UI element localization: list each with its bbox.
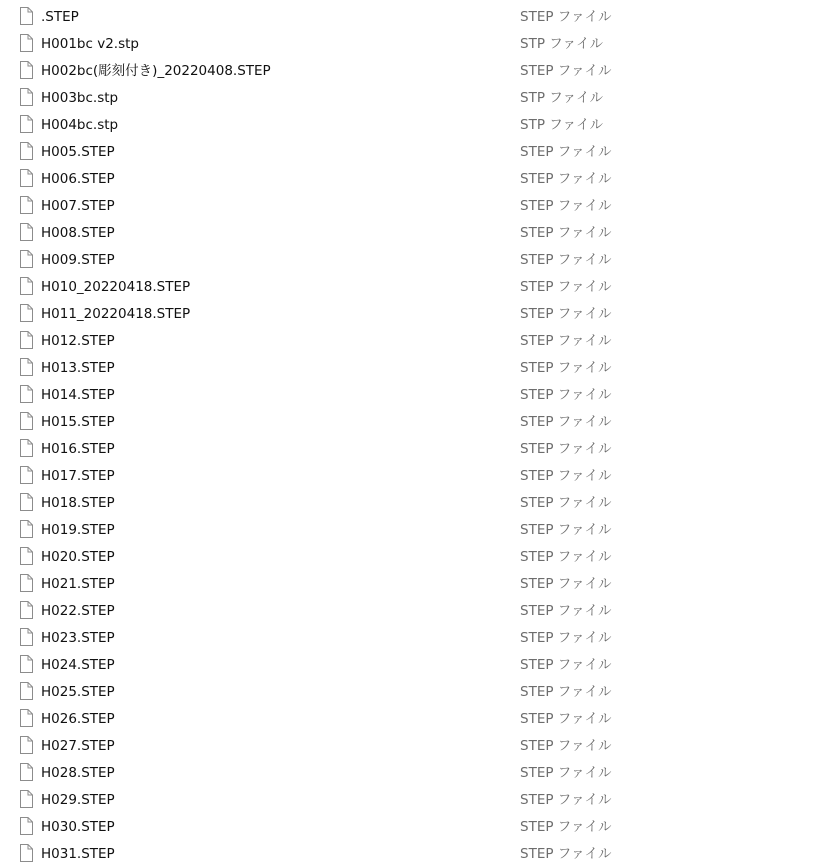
file-row[interactable] <box>0 463 829 490</box>
document-icon <box>19 763 33 781</box>
file-type: STEP ファイル <box>520 657 612 673</box>
document-icon <box>19 574 33 592</box>
file-type: STEP ファイル <box>520 252 612 268</box>
file-name: H007.STEP <box>41 198 115 214</box>
document-icon <box>19 196 33 214</box>
document-icon <box>19 385 33 403</box>
file-row[interactable] <box>0 598 829 625</box>
file-type: STEP ファイル <box>520 306 612 322</box>
file-row[interactable] <box>0 31 829 58</box>
file-row[interactable] <box>0 571 829 598</box>
file-row[interactable] <box>0 274 829 301</box>
file-type: STEP ファイル <box>520 198 612 214</box>
file-type: STEP ファイル <box>520 63 612 79</box>
file-name: H003bc.stp <box>41 90 119 106</box>
file-name: H001bc v2.stp <box>41 36 139 52</box>
file-row[interactable] <box>0 166 829 193</box>
document-icon <box>19 277 33 295</box>
file-type: STEP ファイル <box>520 387 612 403</box>
document-icon <box>19 61 33 79</box>
file-row[interactable] <box>0 301 829 328</box>
file-name: H013.STEP <box>41 360 115 376</box>
file-row[interactable] <box>0 517 829 544</box>
file-type: STP ファイル <box>520 117 603 133</box>
document-icon <box>19 682 33 700</box>
file-row[interactable] <box>0 328 829 355</box>
document-icon <box>19 709 33 727</box>
file-type: STEP ファイル <box>520 171 612 187</box>
file-name: H020.STEP <box>41 549 115 565</box>
file-type: STEP ファイル <box>520 711 612 727</box>
file-name: H019.STEP <box>41 522 115 538</box>
file-name: H022.STEP <box>41 603 115 619</box>
file-type: STEP ファイル <box>520 441 612 457</box>
file-type: STEP ファイル <box>520 549 612 565</box>
file-type: STEP ファイル <box>520 279 612 295</box>
document-icon <box>19 547 33 565</box>
file-name: H004bc.stp <box>41 117 119 133</box>
file-type: STEP ファイル <box>520 630 612 646</box>
file-name: H012.STEP <box>41 333 115 349</box>
document-icon <box>19 466 33 484</box>
file-type: STEP ファイル <box>520 684 612 700</box>
file-name: H017.STEP <box>41 468 115 484</box>
file-row[interactable] <box>0 220 829 247</box>
file-row[interactable] <box>0 652 829 679</box>
file-row[interactable] <box>0 544 829 571</box>
file-type: STEP ファイル <box>520 333 612 349</box>
file-list <box>0 4 829 862</box>
document-icon <box>19 493 33 511</box>
file-type: STEP ファイル <box>520 225 612 241</box>
file-type: STEP ファイル <box>520 846 612 862</box>
document-icon <box>19 628 33 646</box>
file-name: H025.STEP <box>41 684 115 700</box>
file-type: STEP ファイル <box>520 576 612 592</box>
document-icon <box>19 601 33 619</box>
file-row[interactable] <box>0 193 829 220</box>
document-icon <box>19 250 33 268</box>
file-row[interactable] <box>0 787 829 814</box>
file-type: STEP ファイル <box>520 144 612 160</box>
file-type: STEP ファイル <box>520 9 612 25</box>
document-icon <box>19 34 33 52</box>
file-name: H023.STEP <box>41 630 115 646</box>
document-icon <box>19 844 33 862</box>
file-row[interactable] <box>0 841 829 868</box>
document-icon <box>19 817 33 835</box>
file-row[interactable] <box>0 58 829 85</box>
file-row[interactable] <box>0 4 829 31</box>
file-name: H030.STEP <box>41 819 115 835</box>
file-name: H006.STEP <box>41 171 115 187</box>
file-name: H016.STEP <box>41 441 115 457</box>
file-row[interactable] <box>0 625 829 652</box>
file-row[interactable] <box>0 382 829 409</box>
file-type: STEP ファイル <box>520 522 612 538</box>
file-name: H018.STEP <box>41 495 115 511</box>
file-name: H015.STEP <box>41 414 115 430</box>
document-icon <box>19 169 33 187</box>
file-name: H009.STEP <box>41 252 115 268</box>
file-type: STEP ファイル <box>520 468 612 484</box>
document-icon <box>19 7 33 25</box>
document-icon <box>19 736 33 754</box>
document-icon <box>19 655 33 673</box>
file-type: STP ファイル <box>520 36 603 52</box>
file-row[interactable] <box>0 409 829 436</box>
document-icon <box>19 304 33 322</box>
file-name: H026.STEP <box>41 711 115 727</box>
file-name: H028.STEP <box>41 765 115 781</box>
file-row[interactable] <box>0 490 829 517</box>
document-icon <box>19 412 33 430</box>
document-icon <box>19 790 33 808</box>
document-icon <box>19 520 33 538</box>
file-row[interactable] <box>0 85 829 112</box>
file-type: STEP ファイル <box>520 765 612 781</box>
file-name: H011_20220418.STEP <box>41 306 191 322</box>
file-name: H005.STEP <box>41 144 115 160</box>
file-type: STEP ファイル <box>520 792 612 808</box>
document-icon <box>19 223 33 241</box>
file-name: H027.STEP <box>41 738 115 754</box>
file-name: H014.STEP <box>41 387 115 403</box>
file-row[interactable] <box>0 436 829 463</box>
file-name: H021.STEP <box>41 576 115 592</box>
file-name: H002bc(彫刻付き)_20220408.STEP <box>41 63 271 79</box>
file-row[interactable] <box>0 760 829 787</box>
file-row[interactable] <box>0 247 829 274</box>
file-type: STEP ファイル <box>520 819 612 835</box>
file-row[interactable] <box>0 733 829 760</box>
file-name: .STEP <box>41 9 79 25</box>
document-icon <box>19 439 33 457</box>
file-name: H024.STEP <box>41 657 115 673</box>
file-type: STEP ファイル <box>520 414 612 430</box>
file-name: H029.STEP <box>41 792 115 808</box>
document-icon <box>19 88 33 106</box>
document-icon <box>19 331 33 349</box>
document-icon <box>19 358 33 376</box>
file-row[interactable] <box>0 112 829 139</box>
file-type: STP ファイル <box>520 90 603 106</box>
file-row[interactable] <box>0 814 829 841</box>
document-icon <box>19 142 33 160</box>
file-name: H010_20220418.STEP <box>41 279 191 295</box>
file-row[interactable] <box>0 355 829 382</box>
document-icon <box>19 115 33 133</box>
file-type: STEP ファイル <box>520 603 612 619</box>
file-name: H008.STEP <box>41 225 115 241</box>
file-type: STEP ファイル <box>520 495 612 511</box>
file-row[interactable] <box>0 139 829 166</box>
file-row[interactable] <box>0 706 829 733</box>
file-type: STEP ファイル <box>520 360 612 376</box>
file-name: H031.STEP <box>41 846 115 862</box>
file-row[interactable] <box>0 679 829 706</box>
file-type: STEP ファイル <box>520 738 612 754</box>
